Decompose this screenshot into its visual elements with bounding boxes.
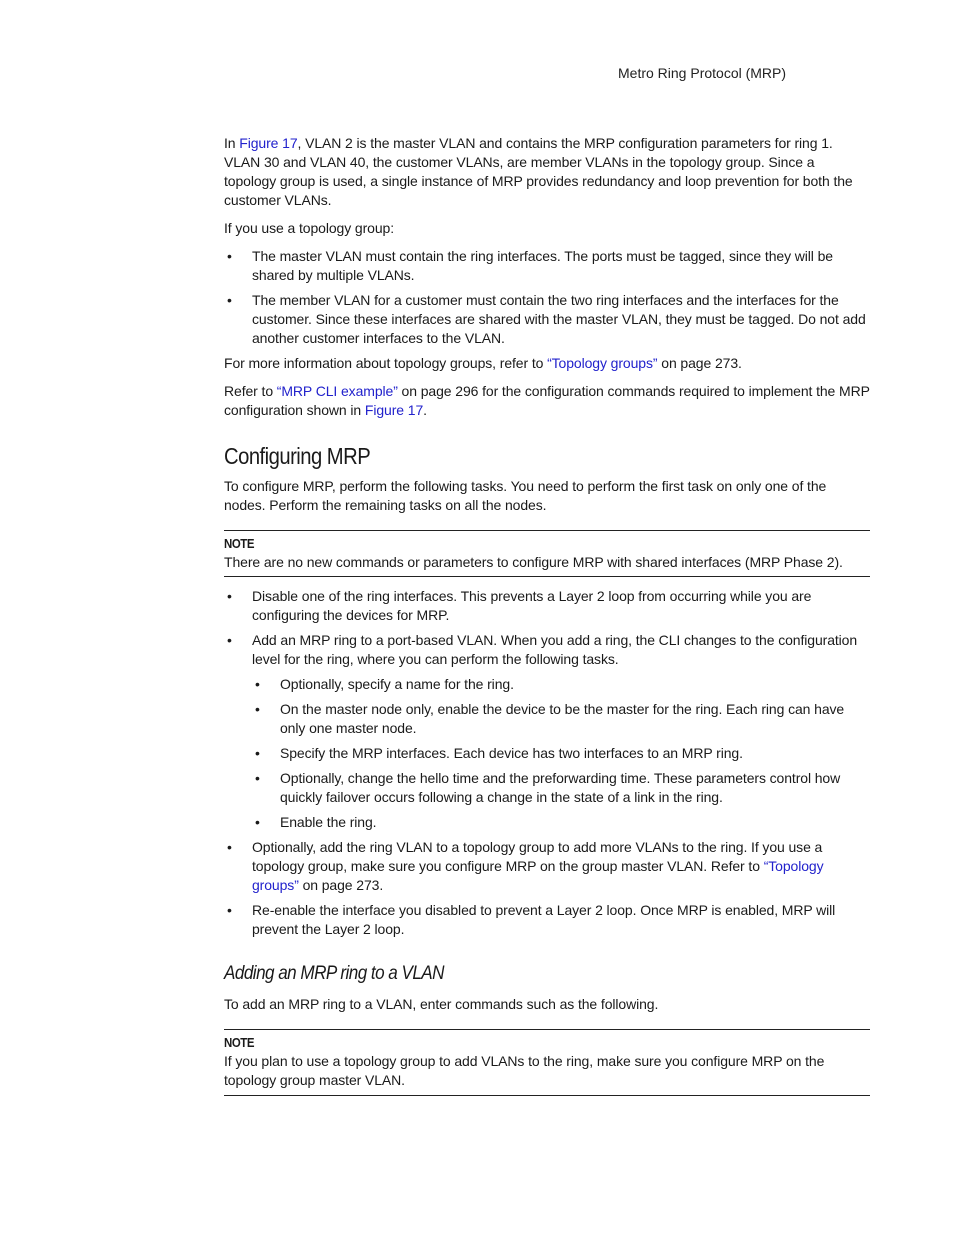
figure-17-link[interactable]: Figure 17 [239,135,298,151]
bullet-icon: • [255,745,260,761]
text: on page 296 for the configuration commands required to implement the MRP configuration shown in [224,383,870,418]
sub-list-item [224,769,870,807]
note-text: There are no new commands or parameters to configure MRP with shared interfaces (MRP Phase 2). [224,554,843,570]
figure-17-link[interactable]: Figure 17 [364,402,424,418]
note-box [224,530,870,577]
sub-list-item [224,675,870,694]
bullet-icon: • [255,701,260,717]
intro-paragraph-3 [224,354,870,373]
text: Add an MRP ring to a port-based VLAN. When you add a ring, the CLI changes to the configuration level for the ring, where you can perform the following tasks. [252,632,858,667]
list-item [224,291,870,348]
list-item [224,631,870,669]
text: Refer to [224,383,277,399]
bullet-icon: • [227,632,232,648]
list-item [224,838,870,895]
text: Optionally, add the ring VLAN to a topology group to add more VLANs to the ring. If you use a topology group, make sure you configure MRP on the group master VLAN. Refer to [252,839,823,874]
section-heading: Configuring MRP [224,443,371,469]
topology-groups-link[interactable]: “Topology groups” [252,858,824,893]
topology-groups-link[interactable]: “Topology groups” [547,355,658,371]
bullet-icon: • [255,676,260,692]
bullet-icon: • [227,839,232,855]
text: Optionally, specify a name for the ring. [280,676,514,692]
text: The member VLAN for a customer must contain the two ring interfaces and the interfaces for the customer. Since these interfaces are shared with the master VLAN, they must be tagged. Do not add another customer interfaces to the VLAN. [252,292,866,346]
text: Enable the ring. [280,814,377,830]
bullet-icon: • [227,902,232,918]
note-label: NOTE [224,536,255,551]
note-text: If you plan to use a topology group to add VLANs to the ring, make sure you configure MRP on the topology group master VLAN. [224,1053,825,1088]
text: . [423,402,427,418]
intro-paragraph-2: If you use a topology group: [224,220,394,236]
running-header: Metro Ring Protocol (MRP) [618,65,787,81]
text: Re-enable the interface you disabled to prevent a Layer 2 loop. Once MRP is enabled, MRP will prevent the Layer 2 loop. [252,902,836,937]
intro-paragraph-4 [224,382,870,420]
list-item [224,901,870,939]
subsection-intro: To add an MRP ring to a VLAN, enter commands such as the following. [224,996,659,1012]
subsection-heading: Adding an MRP ring to a VLAN [224,963,444,984]
text: Disable one of the ring interfaces. This prevents a Layer 2 loop from occurring while you are configuring the devices for MRP. [252,588,812,623]
page-body [224,134,870,1096]
bullet-icon: • [227,248,232,264]
bullet-icon: • [227,588,232,604]
sub-list-item [224,700,870,738]
sub-list-item [224,813,870,832]
text: On the master node only, enable the device to be the master for the ring. Each ring can have only one master node. [280,701,845,736]
intro-paragraph-1 [224,134,870,210]
text: on page 273. [298,877,384,893]
text: Specify the MRP interfaces. Each device has two interfaces to an MRP ring. [280,745,743,761]
bullet-icon: • [255,814,260,830]
note-box [224,1029,870,1096]
bullet-icon: • [227,292,232,308]
mrp-cli-example-link[interactable]: “MRP CLI example” [276,383,398,399]
sub-list-item [224,744,870,763]
text: In [224,135,240,151]
bullet-icon: • [255,770,260,786]
text: The master VLAN must contain the ring interfaces. The ports must be tagged, since they will be shared by multiple VLANs. [252,248,833,283]
list-item [224,247,870,285]
text: For more information about topology groups, refer to [224,355,548,371]
section-intro: To configure MRP, perform the following tasks. You need to perform the first task on only one of the nodes. Perform the remaining tasks on all the nodes. [224,478,827,513]
text: Optionally, change the hello time and the preforwarding time. These parameters control how quickly failover occurs following a change in the state of a link in the ring. [280,770,841,805]
text: , VLAN 2 is the master VLAN and contains the MRP configuration parameters for ring 1. VLAN 30 and VLAN 40, the customer VLANs, are member VLANs in the topology group. Since a topology group is used, a single instance of MRP provides redundancy and loop prevention for both the customer VLANs. [224,135,853,208]
list-item [224,587,870,625]
text: on page 273. [657,355,742,371]
note-label: NOTE [224,1035,255,1050]
